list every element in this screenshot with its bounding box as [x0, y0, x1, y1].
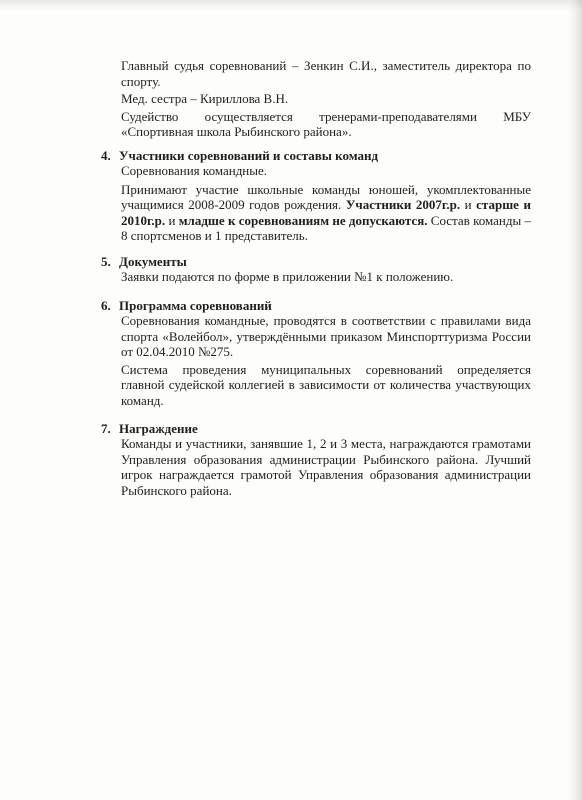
section-4-number: 4. [101, 148, 111, 163]
section-5-title: Документы [119, 254, 187, 269]
section-5-body [121, 269, 531, 285]
section-7-number: 7. [101, 421, 111, 436]
section-4-paragraph-1: Соревнования командные. [121, 163, 268, 178]
section-4-p2-text-c: и [460, 197, 477, 212]
section-4-title: Участники соревнований и составы команд [119, 148, 379, 163]
section-4-p2-bold-b: Участники 2007г.р. [345, 197, 461, 212]
section-4-body [121, 163, 531, 244]
section-7-title: Награждение [119, 421, 198, 436]
section-6-paragraph-2: Система проведения муниципальных соревнований определяется главной судейской коллегией в зависимости от количества участвующих команд. [121, 361, 531, 408]
section-5-paragraph-1: Заявки подаются по форме в приложении №1 к положению. [121, 269, 454, 284]
section-6-heading [101, 298, 272, 314]
section-6-title: Программа соревнований [119, 298, 272, 313]
scan-shadow-top [0, 0, 582, 10]
refereeing-text: Судейство осуществляется тренерами-преподавателями МБУ «Спортивная школа Рыбинского района». [121, 108, 531, 139]
section-7-heading [101, 421, 198, 437]
section-7-paragraph-1: Команды и участники, занявшие 1, 2 и 3 места, награждаются грамотами Управления образования администрации Рыбинского района. Лучший игрок награждается грамотой Управления образования администрации Рыбинского района. [121, 436, 531, 498]
judges-block [121, 58, 531, 140]
section-4-p2-text-a: Принимают участие школьные команды юношей, укомплектованные учащимися 2008-2009 годов рождения. [121, 181, 531, 212]
scan-shadow-right [568, 0, 582, 800]
section-6-body [121, 313, 531, 408]
section-4-p2-bold-d: старше и 2010г.р. [121, 197, 531, 228]
section-5-number: 5. [101, 254, 111, 269]
section-4-p2-text-g: Состав команды – 8 спортсменов и 1 представитель. [121, 212, 531, 243]
nurse-text: Мед. сестра – Кириллова В.Н. [121, 91, 289, 106]
section-6-number: 6. [101, 298, 111, 313]
chief-judge-text: Главный судья соревнований – Зенкин С.И., заместитель директора по спорту. [121, 58, 531, 89]
section-4-heading [101, 148, 378, 164]
section-4-paragraph-2 [121, 182, 531, 244]
section-5-heading [101, 254, 187, 270]
section-7-body [121, 436, 531, 498]
section-4-p2-bold-f: младше к соревнованиям не допускаются. [178, 212, 428, 228]
section-4-p2-text-e: и [165, 212, 179, 228]
section-6-paragraph-1: Соревнования командные, проводятся в соответствии с правилами вида спорта «Волейбол», утверждёнными приказом Минспорттуризма России от 02.04.2010 №275. [121, 313, 531, 359]
